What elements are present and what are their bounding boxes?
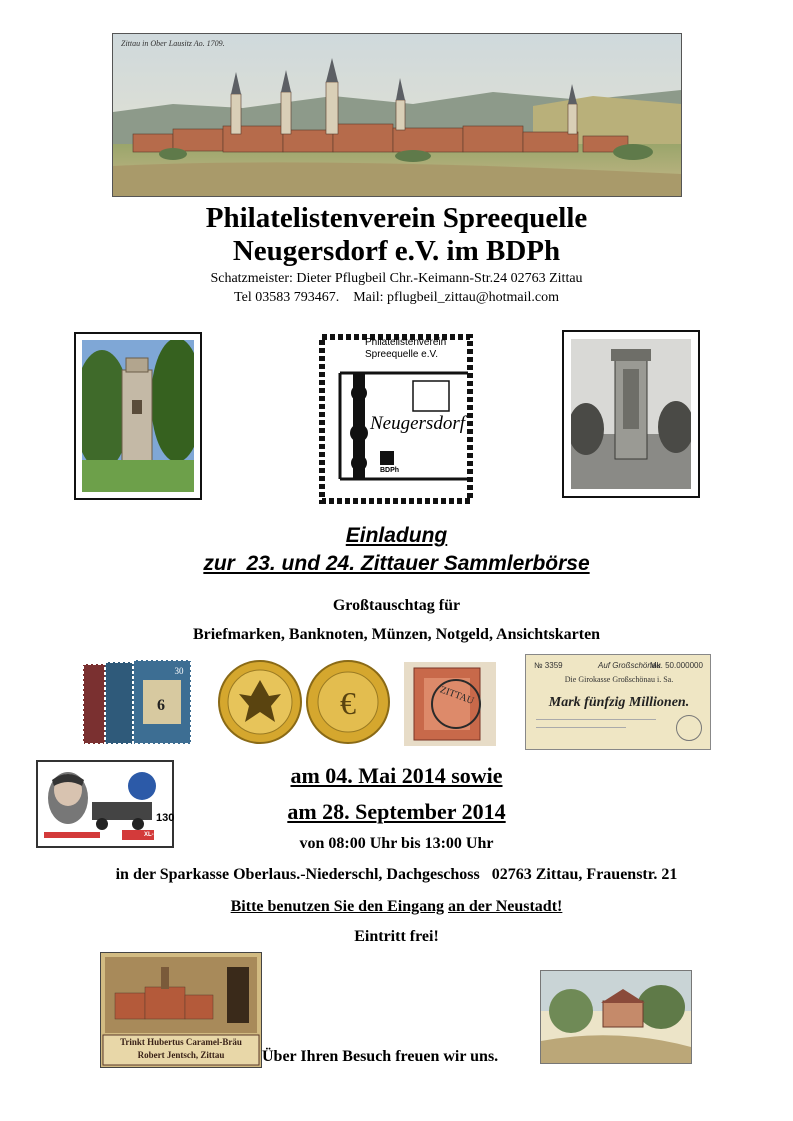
event-time: von 08:00 Uhr bis 13:00 Uhr [299,835,494,852]
panorama-caption: Zittau in Ober Lausitz Ao. 1709. [121,39,225,48]
brewery-ad-card-image [100,952,262,1068]
postage-label: XL-Brief [144,832,168,838]
notgeld-banknote-image [525,654,711,750]
entrance-note-a: Bitte benutzen Sie den Eingang [230,898,444,915]
cancelled-stamp-image [404,662,496,746]
phone-text: Tel 03583 793467. [234,290,340,305]
svg-text:6: 6 [157,697,165,714]
banknote-issuer: Die Girokasse Großschönau i. Sa. [564,675,674,684]
postage-value: 130 [156,812,175,824]
logo-town-name: Neugersdorf [370,413,465,434]
observation-tower-illustration [571,339,691,489]
event-date-1: am 04. Mai 2014 sowie [290,763,503,788]
coin-eagle-image [217,658,303,746]
tower-photo-right [562,330,700,498]
stamps-block-image [83,660,193,746]
panorama-illustration [113,34,681,196]
stamp-value: 30 [174,666,184,676]
contact-line [0,290,793,306]
stone-tower-illustration [82,340,194,492]
banknote-value-label: Mk. 50.000000 [650,661,703,670]
event-date-2: am 28. September 2014 [287,799,506,824]
ad-card-line2: Robert Jentsch, Zittau [137,1050,225,1060]
banknote-region: Auf Großschönau [598,661,661,670]
club-name-line2: Neugersdorf e.V. im BDPh [232,235,561,267]
club-logo-stamp [318,333,474,505]
vintage-postcard-image [540,970,692,1064]
banknote-main-text: Mark fünfzig Millionen. [548,695,690,710]
event-type: Großtauschtag für [332,597,461,614]
invitation-subheading: zur 23. und 24. Zittauer Sammlerbörse [203,552,590,575]
logo-text-line2: Spreequelle e.V. [365,349,439,360]
mail-link[interactable]: Mail: pflugbeil_zittau@hotmail.com [353,290,559,305]
closing-text: Über Ihren Besuch freuen wir uns. [262,1048,499,1065]
treasurer-line: Schatzmeister: Dieter Pflugbeil Chr.-Keimann-Str.24 02763 Zittau [210,271,583,286]
club-name-line1: Philatelistenverein Spreequelle [205,202,588,234]
entrance-note [0,898,793,916]
banknote-number: № 3359 [534,661,563,670]
admission-free: Eintritt frei! [354,928,439,945]
ad-card-line1: Trinkt Hubertus Caramel-Bräu [120,1037,242,1047]
collection-categories: Briefmarken, Banknoten, Münzen, Notgeld, Ansichtskarten [192,626,601,643]
logo-text-line1: Philatelistenverein [365,337,447,348]
svg-text:€: € [340,685,356,721]
cancel-mark-text: ZITTAU [438,684,476,707]
entrance-note-b: an der Neustadt! [447,898,563,915]
logo-org-name: BDPh [380,467,400,474]
coin-euro-image [305,658,391,746]
tower-photo-left [74,332,202,500]
invitation-heading: Einladung [345,524,448,547]
venue-address: in der Sparkasse Oberlaus.-Niederschl, Dachgeschoss 02763 Zittau, Frauenstr. 21 [115,866,678,883]
header-panorama-image [112,33,682,197]
